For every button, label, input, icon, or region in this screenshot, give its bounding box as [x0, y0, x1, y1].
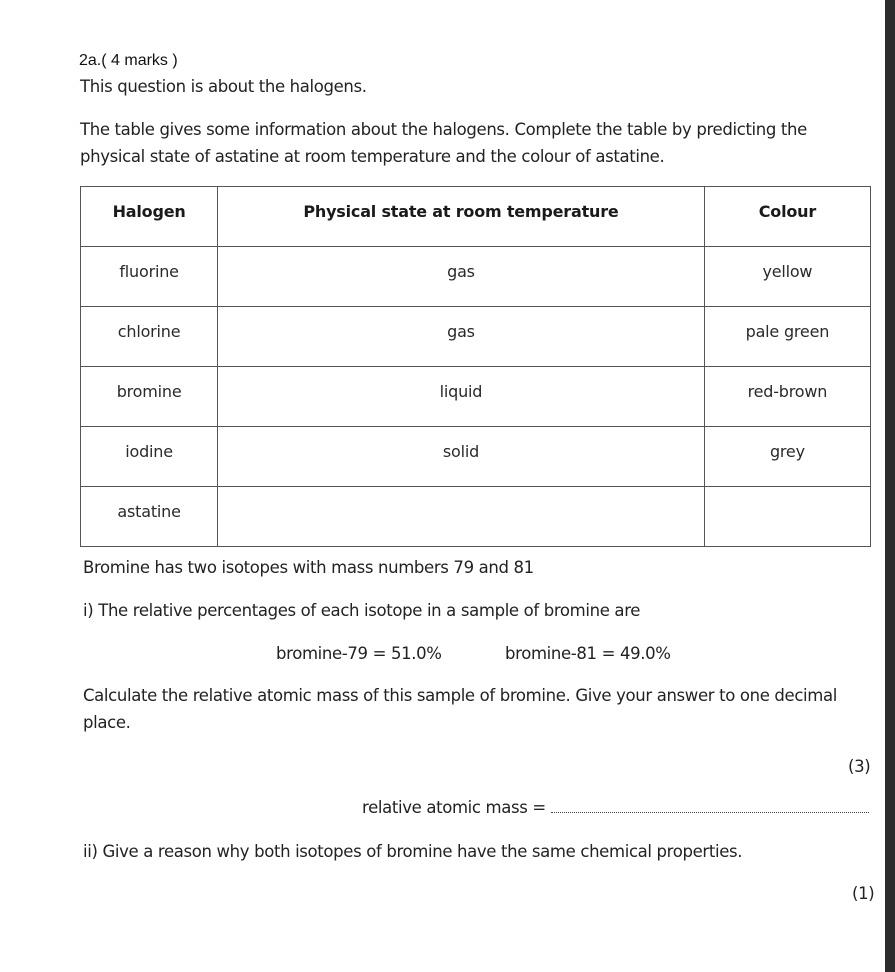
cell-halogen: iodine: [81, 427, 218, 487]
cell-halogen: bromine: [81, 367, 218, 427]
header-physical-state: Physical state at room temperature: [218, 187, 705, 247]
bromine-79-percentage: bromine-79 = 51.0%: [276, 644, 442, 663]
cell-halogen: chlorine: [81, 307, 218, 367]
cell-colour: pale green: [704, 307, 870, 367]
part-i-text: i) The relative percentages of each isotope in a sample of bromine are: [83, 601, 641, 620]
answer-line: [362, 798, 869, 817]
cell-halogen: astatine: [81, 487, 218, 547]
cell-colour: grey: [704, 427, 870, 487]
marks-indicator-1: (1): [852, 884, 875, 903]
marks-indicator-3: (3): [848, 757, 871, 776]
answer-dotted-line[interactable]: [551, 798, 869, 813]
page-edge-shadow: [885, 0, 895, 972]
cell-state: gas: [218, 307, 705, 367]
calc-instruction-line-2: place.: [83, 713, 131, 732]
bromine-81-percentage: bromine-81 = 49.0%: [505, 644, 671, 663]
table-row: [81, 487, 871, 547]
astatine-state-answer-cell[interactable]: [218, 487, 705, 547]
table-row: [81, 307, 871, 367]
cell-colour: red-brown: [704, 367, 870, 427]
cell-state: solid: [218, 427, 705, 487]
table-row: [81, 427, 871, 487]
calc-instruction-line-1: Calculate the relative atomic mass of this sample of bromine. Give your answer to one decimal: [83, 686, 837, 705]
table-row: [81, 247, 871, 307]
instruction-line-1: The table gives some information about the halogens. Complete the table by predicting the: [80, 120, 807, 139]
cell-colour: yellow: [704, 247, 870, 307]
header-colour: Colour: [704, 187, 870, 247]
table-header-row: [81, 187, 871, 247]
table-row: [81, 367, 871, 427]
isotopes-statement: Bromine has two isotopes with mass numbers 79 and 81: [83, 558, 534, 577]
answer-label: relative atomic mass =: [362, 798, 551, 817]
astatine-colour-answer-cell[interactable]: [704, 487, 870, 547]
question-intro: This question is about the halogens.: [80, 77, 367, 96]
cell-state: gas: [218, 247, 705, 307]
cell-halogen: fluorine: [81, 247, 218, 307]
instruction-line-2: physical state of astatine at room temperature and the colour of astatine.: [80, 147, 665, 166]
part-ii-text: ii) Give a reason why both isotopes of bromine have the same chemical properties.: [83, 842, 743, 861]
question-marks-title: 2a.( 4 marks ): [79, 52, 178, 69]
header-halogen: Halogen: [81, 187, 218, 247]
halogens-table: [80, 186, 871, 547]
cell-state: liquid: [218, 367, 705, 427]
